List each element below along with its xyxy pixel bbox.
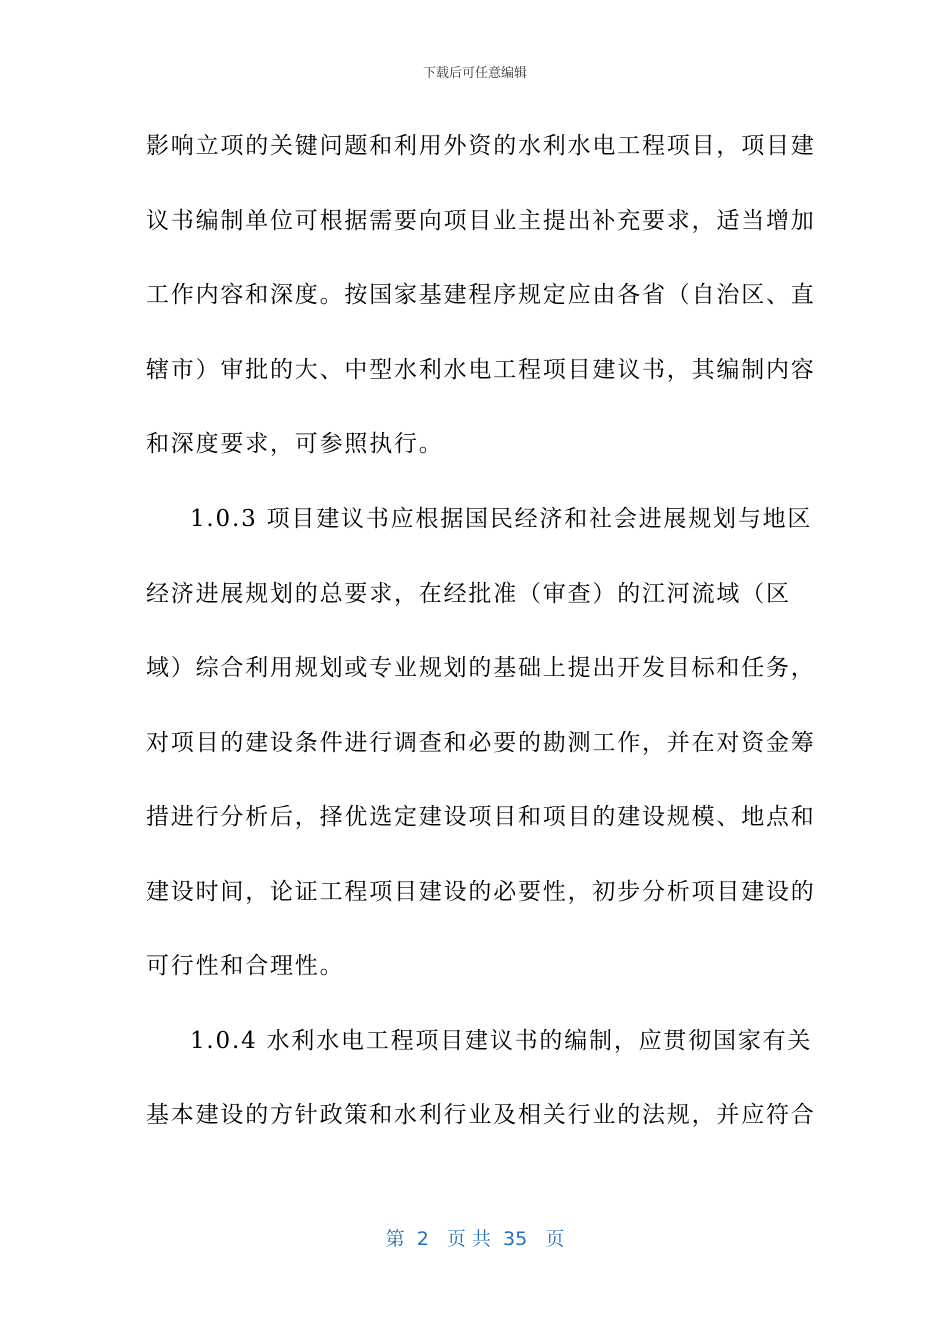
- page-footer: 第 2 页 共 35 页: [385, 1228, 565, 1250]
- body-line-9: 对项目的建设条件进行调查和必要的勘测工作，并在对资金筹: [146, 730, 816, 756]
- body-line-10: 措进行分析后，择优选定建设项目和项目的建设规模、地点和: [146, 804, 816, 830]
- body-line-2: 议书编制单位可根据需要向项目业主提出补充要求，适当增加: [146, 208, 816, 234]
- body-line-6: 1.0.3 项目建议书应根据国民经济和社会进展规划与地区: [190, 506, 813, 532]
- body-line-7: 经济进展规划的总要求，在经批准（审查）的江河流域（区: [146, 581, 791, 607]
- body-line-11: 建设时间，论证工程项目建设的必要性，初步分析项目建设的: [146, 879, 816, 905]
- body-line-13: 1.0.4 水利水电工程项目建议书的编制，应贯彻国家有关: [190, 1028, 813, 1054]
- body-line-8: 域）综合利用规划或专业规划的基础上提出开发目标和任务，: [146, 655, 816, 681]
- body-line-12: 可行性和合理性。: [146, 953, 345, 979]
- page-header: 下载后可任意编辑: [422, 66, 527, 81]
- body-line-4: 辖市）审批的大、中型水利水电工程项目建议书，其编制内容: [146, 357, 816, 383]
- body-line-14: 基本建设的方针政策和水利行业及相关行业的法规，并应符合: [146, 1102, 816, 1128]
- body-line-5: 和深度要求，可参照执行。: [146, 431, 444, 457]
- body-line-1: 影响立项的关键问题和利用外资的水利水电工程项目，项目建: [146, 133, 816, 159]
- body-line-3: 工作内容和深度。按国家基建程序规定应由各省（自治区、直: [146, 282, 816, 308]
